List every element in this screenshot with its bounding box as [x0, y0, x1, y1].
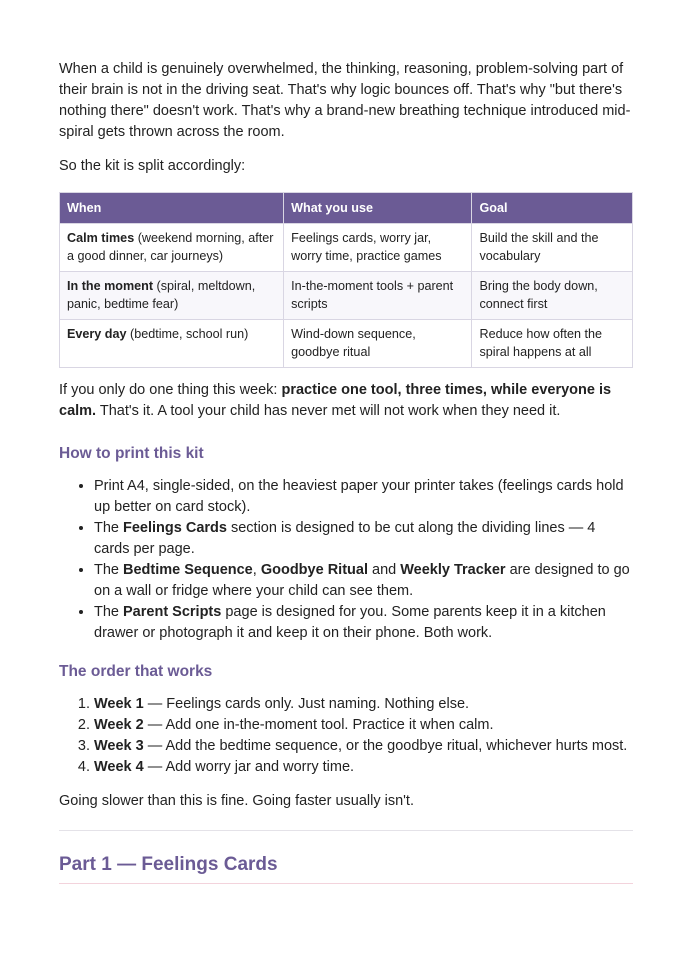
- item-bold: Weekly Tracker: [400, 562, 506, 578]
- item-text: are designed to go on a wall or fridge where your child can see them.: [94, 562, 630, 599]
- week-text: — Add worry jar and worry time.: [143, 759, 355, 775]
- cell-use: In-the-moment tools + parent scripts: [284, 272, 472, 320]
- list-item: [94, 476, 633, 518]
- item-text: ,: [252, 562, 261, 578]
- week-text: — Feelings cards only. Just naming. Nothing else.: [143, 696, 470, 712]
- one-thing-emphasis: practice one tool, three times, while everyone is calm.: [59, 382, 612, 419]
- list-item: [94, 518, 633, 560]
- one-thing-rest: That's it. A tool your child has never met will not work when they need it.: [96, 403, 561, 419]
- list-item: [94, 602, 633, 644]
- item-bold: Goodbye Ritual: [260, 562, 368, 578]
- heading-underline: [59, 883, 633, 884]
- item-bold: Bedtime Sequence: [123, 562, 253, 578]
- print-list: [59, 476, 633, 644]
- intro-section: [59, 0, 633, 177]
- list-item: [94, 560, 633, 602]
- when-bold: Every day: [67, 327, 127, 341]
- closing-paragraph: Going slower than this is fine. Going faster usually isn't.: [59, 793, 414, 809]
- item-bold: Parent Scripts: [123, 604, 222, 620]
- list-item: [94, 757, 633, 778]
- table-row: [60, 224, 633, 272]
- order-list: [59, 694, 633, 778]
- week-text: — Add the bedtime sequence, or the goodbye ritual, whichever hurts most.: [143, 738, 628, 754]
- part1-heading: Part 1 — Feelings Cards: [59, 854, 278, 875]
- one-thing-lead: If you only do one thing this week:: [59, 382, 282, 398]
- item-text: section is designed to be cut along the dividing lines — 4 cards per page.: [94, 520, 596, 557]
- cell-when: [60, 320, 284, 368]
- list-item: [94, 715, 633, 736]
- item-bold: Feelings Cards: [123, 520, 227, 536]
- cell-goal: Bring the body down, connect first: [472, 272, 633, 320]
- table-row: [60, 320, 633, 368]
- cell-use: Wind-down sequence, goodbye ritual: [284, 320, 472, 368]
- kit-split-table: [59, 192, 633, 368]
- item-text: and: [367, 562, 401, 578]
- header-goal: Goal: [472, 193, 633, 224]
- week-text: — Add one in-the-moment tool. Practice it when calm.: [143, 717, 494, 733]
- cell-goal: Build the skill and the vocabulary: [472, 224, 633, 272]
- week-label: Week 2: [94, 717, 144, 733]
- cell-when: [60, 272, 284, 320]
- when-bold: In the moment: [67, 279, 154, 293]
- when-detail: (bedtime, school run): [126, 327, 249, 341]
- header-what-you-use: What you use: [284, 193, 472, 224]
- cell-goal: Reduce how often the spiral happens at all: [472, 320, 633, 368]
- week-label: Week 3: [94, 738, 144, 754]
- section-divider: [59, 830, 633, 831]
- week-label: Week 4: [94, 759, 144, 775]
- when-detail: (weekend morning, after a good dinner, car journeys): [67, 231, 274, 263]
- order-heading: The order that works: [59, 663, 213, 680]
- list-item: [94, 736, 633, 757]
- when-bold: Calm times: [67, 231, 135, 245]
- kit-split-paragraph: So the kit is split accordingly:: [59, 158, 246, 174]
- item-text: Print A4, single-sided, on the heaviest paper your printer takes (feelings cards hold up better on card stock).: [94, 478, 624, 515]
- table-header-row: [60, 193, 633, 224]
- when-detail: (spiral, meltdown, panic, bedtime fear): [67, 279, 256, 311]
- one-thing-paragraph: [59, 380, 633, 422]
- cell-when: [60, 224, 284, 272]
- item-text: The: [94, 604, 124, 620]
- item-text: The: [94, 520, 124, 536]
- item-text: The: [94, 562, 124, 578]
- week-label: Week 1: [94, 696, 144, 712]
- item-text: page is designed for you. Some parents keep it in a kitchen drawer or photograph it and keep it on their phone. Both work.: [94, 604, 606, 641]
- table-row: [60, 272, 633, 320]
- print-heading: How to print this kit: [59, 445, 204, 462]
- header-when: When: [60, 193, 284, 224]
- intro-paragraph: When a child is genuinely overwhelmed, the thinking, reasoning, problem-solving part of their brain is not in the driving seat. That's why logic bounces off. That's why "but there's nothing there" doesn't work. That's why a brand-new breathing technique introduced mid-spiral gets thrown across the room.: [59, 61, 631, 140]
- list-item: [94, 694, 633, 715]
- cell-use: Feelings cards, worry jar, worry time, practice games: [284, 224, 472, 272]
